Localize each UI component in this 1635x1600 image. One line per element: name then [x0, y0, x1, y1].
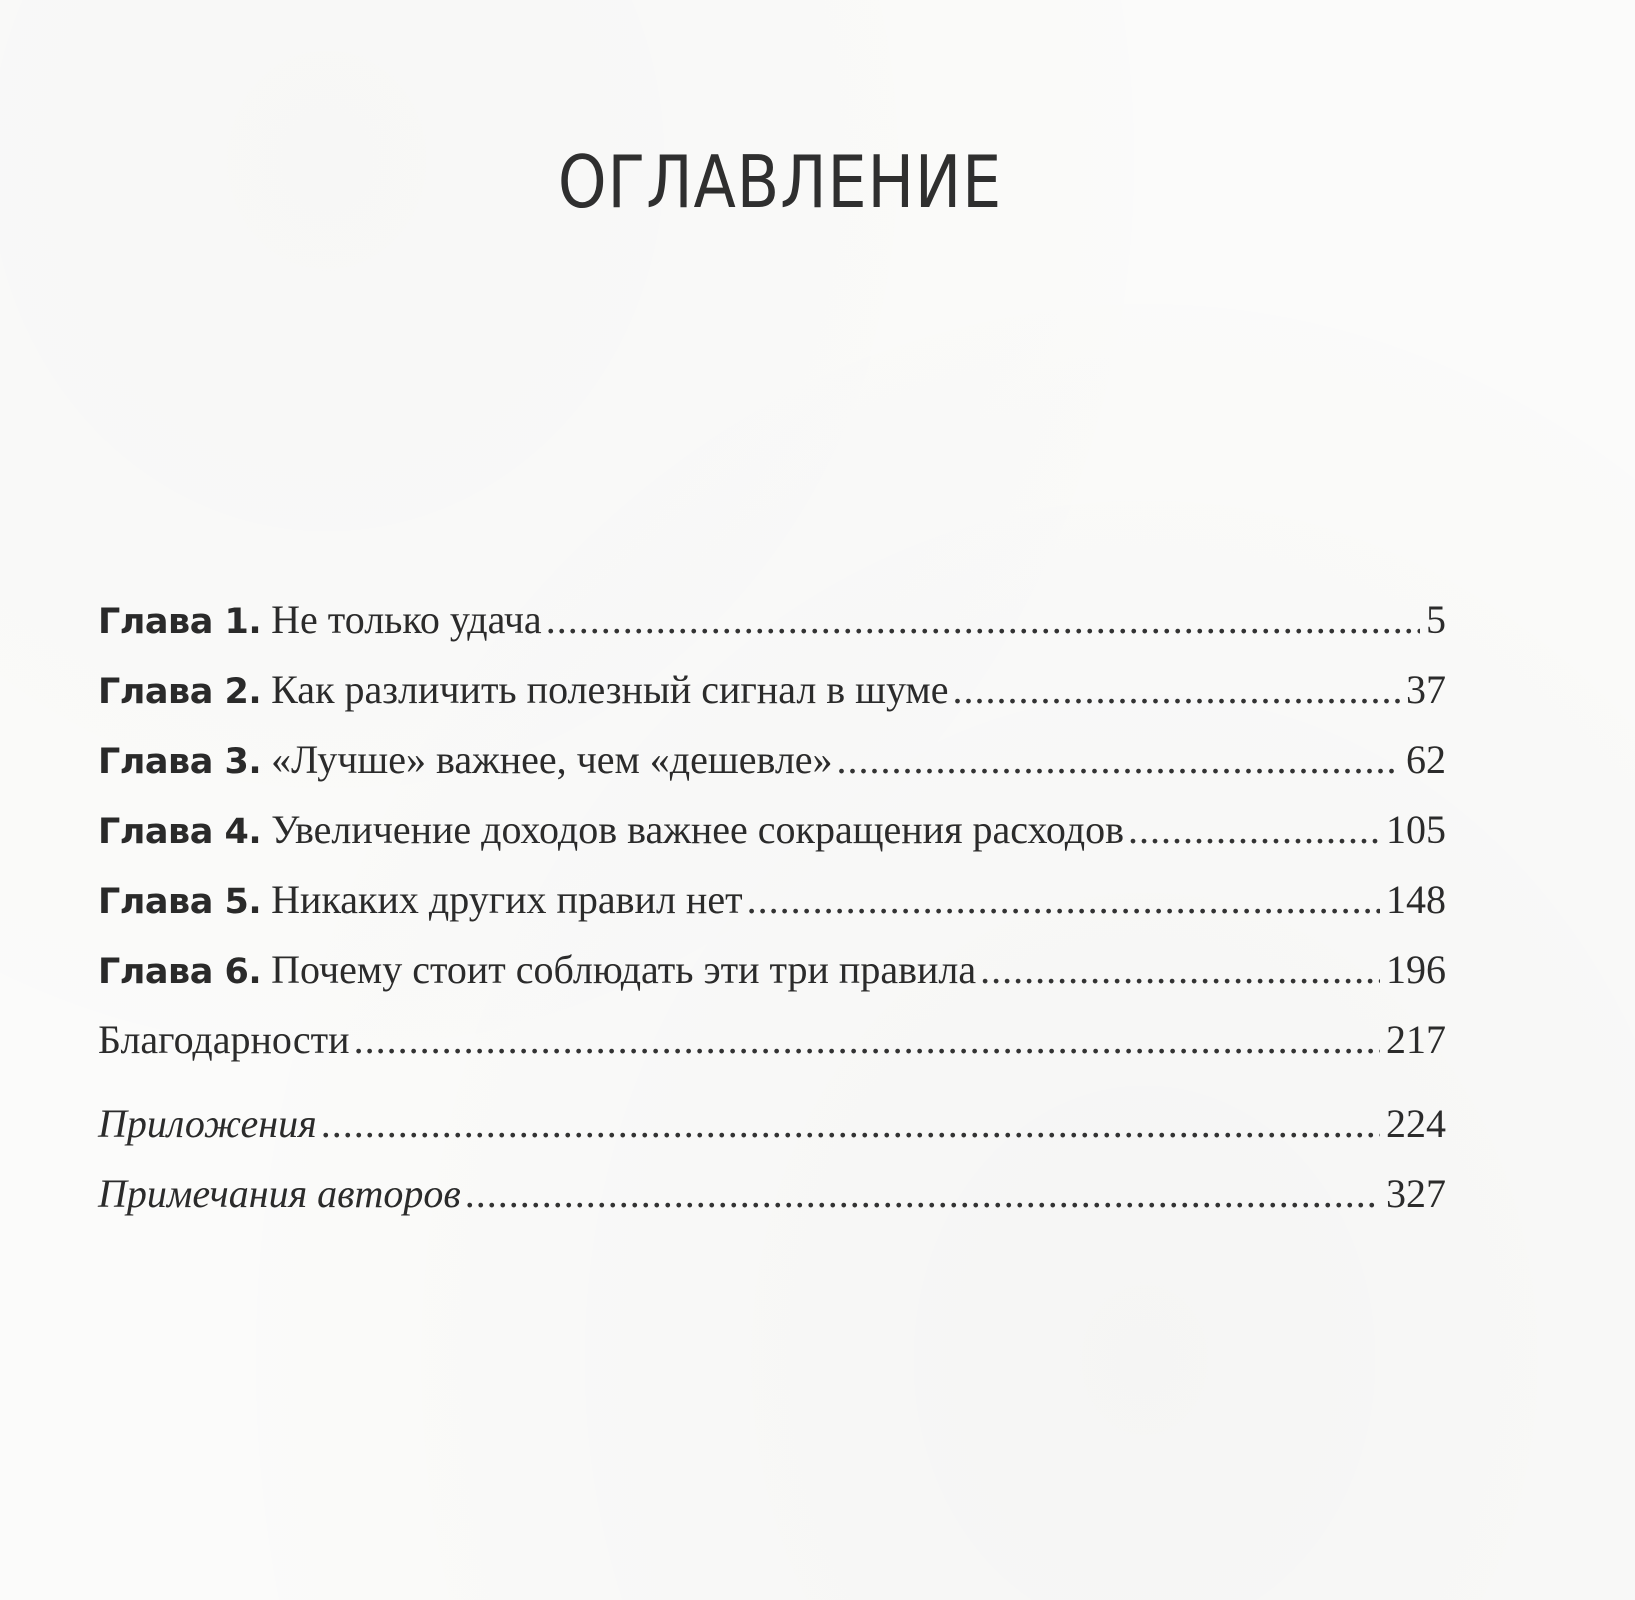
- dot-leader: [837, 725, 1400, 795]
- chapter-title: Как различить полезный сигнал в шуме: [271, 667, 949, 712]
- toc-entry-notes: [98, 1159, 1446, 1229]
- toc-entry-chapter-3: [98, 725, 1446, 795]
- toc-entry-appendices: [98, 1089, 1446, 1159]
- page-number: 37: [1406, 667, 1446, 712]
- dot-leader: [321, 1089, 1380, 1159]
- chapter-label: Глава 3.: [98, 742, 262, 782]
- toc-entry-chapter-2: [98, 655, 1446, 725]
- page-number: 224: [1386, 1101, 1446, 1146]
- chapter-title: Никаких других правил нет: [271, 877, 743, 922]
- chapter-title: Почему стоит соблюдать эти три правила: [271, 947, 977, 992]
- page-number: 5: [1426, 597, 1446, 642]
- page-title: ОГЛАВЛЕНИЕ: [557, 140, 1003, 224]
- dot-leader: [546, 585, 1420, 655]
- chapter-label: Глава 6.: [98, 952, 262, 992]
- toc-entry-chapter-6: [98, 935, 1446, 1005]
- section-title: Приложения: [98, 1101, 317, 1146]
- dot-leader: [980, 935, 1380, 1005]
- section-title: Примечания авторов: [98, 1171, 461, 1216]
- table-of-contents: [98, 585, 1446, 1229]
- chapter-title: Не только удача: [271, 597, 542, 642]
- page-number: 148: [1386, 877, 1446, 922]
- toc-entry-chapter-5: [98, 865, 1446, 935]
- section-title: Благодарности: [98, 1017, 350, 1062]
- chapter-label: Глава 1.: [98, 602, 262, 642]
- dot-leader: [1128, 795, 1380, 865]
- toc-entry-acknowledgments: [98, 1005, 1446, 1075]
- page-number: 196: [1386, 947, 1446, 992]
- chapter-label: Глава 2.: [98, 672, 262, 712]
- dot-leader: [747, 865, 1380, 935]
- page-number: 62: [1406, 737, 1446, 782]
- chapter-title: Увеличение доходов важнее сокращения расходов: [271, 807, 1125, 852]
- dot-leader: [953, 655, 1401, 725]
- page-number: 105: [1386, 807, 1446, 852]
- dot-leader: [354, 1005, 1380, 1075]
- dot-leader: [465, 1159, 1380, 1229]
- toc-entry-chapter-1: [98, 585, 1446, 655]
- chapter-label: Глава 5.: [98, 882, 262, 922]
- toc-entry-chapter-4: [98, 795, 1446, 865]
- page-number: 217: [1386, 1017, 1446, 1062]
- chapter-label: Глава 4.: [98, 812, 262, 852]
- page-number: 327: [1386, 1171, 1446, 1216]
- chapter-title: «Лучше» важнее, чем «дешевле»: [271, 737, 833, 782]
